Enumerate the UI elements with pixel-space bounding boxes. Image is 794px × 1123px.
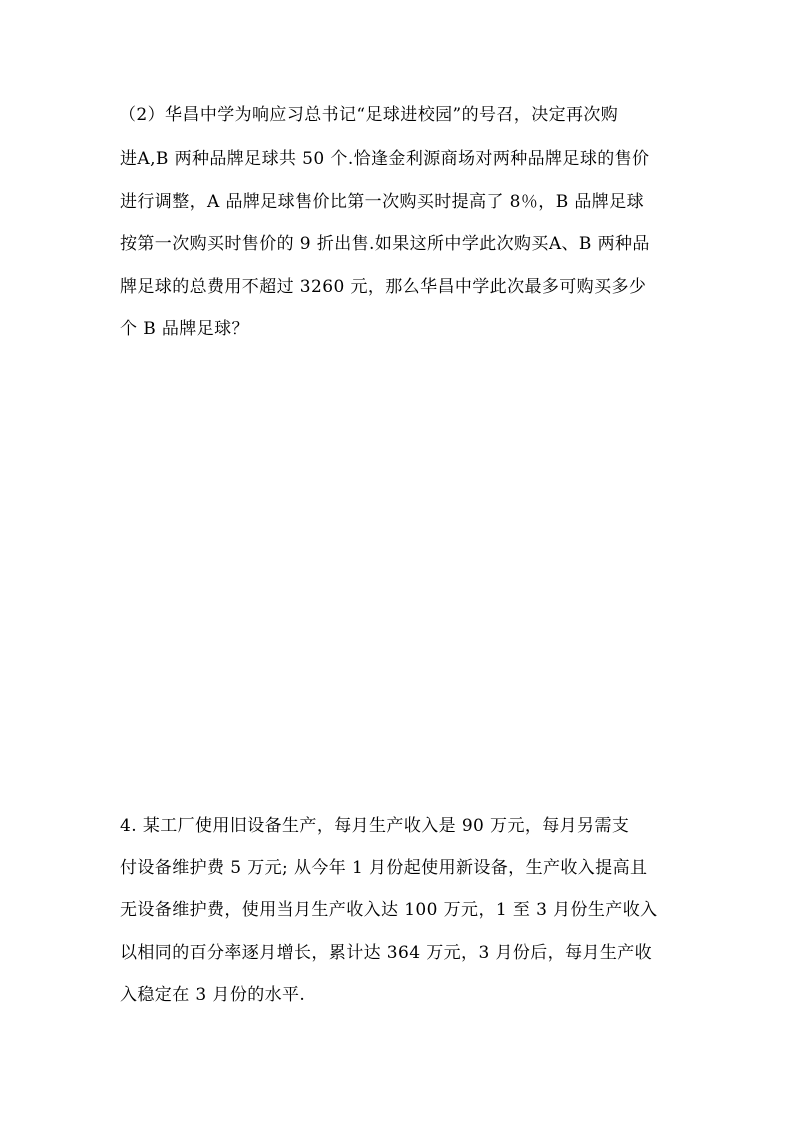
text-line: 进行调整，A 品牌足球售价比第一次购买时提高了 8％，B 品牌足球 bbox=[120, 192, 644, 212]
text-line: 牌足球的总费用不超过 3260 元，那么华昌中学此次最多可购买多少 bbox=[120, 277, 647, 297]
text-line: 入稳定在 3 月份的水平. bbox=[120, 985, 306, 1005]
text-line: 进A,B 两种品牌足球共 50 个.恰逢金利源商场对两种品牌足球的售价 bbox=[120, 149, 650, 169]
text-line: 个 B 品牌足球？ bbox=[120, 319, 249, 339]
text-line: 以相同的百分率逐月增长，累计达 364 万元，3 月份后，每月生产收 bbox=[120, 943, 653, 963]
text-line: （2）华昌中学为响应习总书记“足球进校园”的号召，决定再次购 bbox=[119, 105, 619, 125]
text-line: 付设备维护费 5 万元; 从今年 1 月份起使用新设备，生产收入提高且 bbox=[120, 858, 648, 878]
text-line: 4. 某工厂使用旧设备生产，每月生产收入是 90 万元，每月另需支 bbox=[120, 816, 630, 836]
text-line: 按第一次购买时售价的 9 折出售.如果这所中学此次购买A、B 两种品 bbox=[120, 234, 650, 254]
text-line: 无设备维护费，使用当月生产收入达 100 万元，1 至 3 月份生产收入 bbox=[120, 900, 658, 920]
